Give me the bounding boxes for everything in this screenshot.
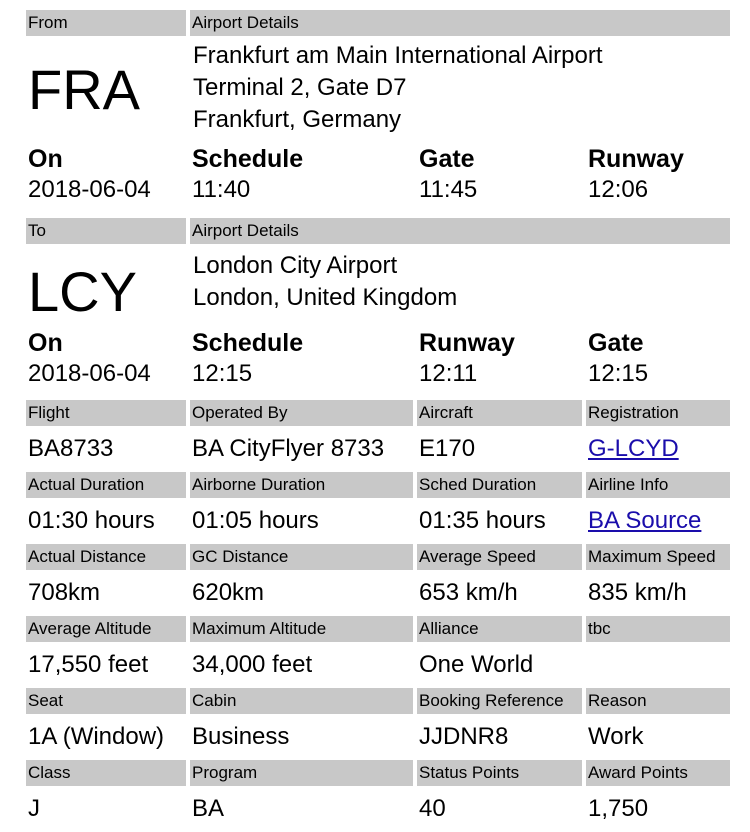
from-airport-details [190, 36, 603, 140]
alliance-label: Alliance [417, 616, 582, 642]
from-airport-details-label: Airport Details [190, 10, 730, 36]
from-on-label: On [28, 145, 63, 173]
reason-value: Work [588, 723, 644, 750]
seat-value: 1A (Window) [28, 723, 165, 750]
actual-distance-label: Actual Distance [26, 544, 186, 570]
aircraft-label: Aircraft [417, 400, 582, 426]
flight-value: BA8733 [28, 435, 114, 462]
gc-distance-value: 620km [192, 579, 265, 606]
to-runway-label: Runway [419, 329, 515, 357]
status-points-label: Status Points [417, 760, 582, 786]
from-airport [26, 36, 730, 140]
maximum-speed-label: Maximum Speed [586, 544, 730, 570]
average-altitude-label: Average Altitude [26, 616, 186, 642]
info-value-row [26, 786, 730, 832]
flight-details [26, 0, 730, 832]
from-on-value: 2018-06-04 [28, 176, 151, 203]
to-schedule-value: 12:15 [192, 360, 253, 387]
booking-reference-label: Booking Reference [417, 688, 582, 714]
to-gate-label: Gate [588, 329, 644, 357]
average-altitude-value: 17,550 feet [28, 651, 149, 678]
flight-label: Flight [26, 400, 186, 426]
to-label: To [26, 218, 186, 244]
registration-label: Registration [586, 400, 730, 426]
from-runway-label: Runway [588, 145, 684, 173]
cabin-value: Business [192, 723, 290, 750]
info-value-row [26, 498, 730, 544]
info-value-row [26, 714, 730, 760]
to-airport-details-label: Airport Details [190, 218, 730, 244]
info-header-row [26, 760, 730, 786]
program-label: Program [190, 760, 413, 786]
to-airport-code: LCY [28, 260, 137, 323]
airline-info-link[interactable]: BA Source [588, 507, 702, 534]
to-airport [26, 244, 730, 328]
to-schedule-label: Schedule [192, 329, 304, 357]
from-runway-value: 12:06 [588, 176, 649, 203]
to-schedule [26, 328, 730, 394]
from-schedule-label: Schedule [192, 145, 304, 173]
maximum-altitude-label: Maximum Altitude [190, 616, 413, 642]
info-value-row [26, 570, 730, 616]
aircraft-value: E170 [419, 435, 476, 462]
alliance-value: One World [419, 651, 534, 678]
airborne-duration-label: Airborne Duration [190, 472, 413, 498]
to-on-value: 2018-06-04 [28, 360, 151, 387]
info-header-row [26, 688, 730, 714]
actual-duration-label: Actual Duration [26, 472, 186, 498]
cabin-label: Cabin [190, 688, 413, 714]
from-terminal-gate: Terminal 2, Gate D7 [193, 74, 407, 101]
reason-label: Reason [586, 688, 730, 714]
award-points-value: 1,750 [588, 795, 649, 822]
info-value-row [26, 426, 730, 472]
average-speed-value: 653 km/h [419, 579, 518, 606]
seat-label: Seat [26, 688, 186, 714]
info-header-row [26, 616, 730, 642]
from-airport-name: Frankfurt am Main International Airport [193, 42, 603, 69]
program-value: BA [192, 795, 225, 822]
info-header-row [26, 472, 730, 498]
to-airport-details [190, 244, 457, 328]
from-label: From [26, 10, 186, 36]
class-label: Class [26, 760, 186, 786]
actual-distance-value: 708km [28, 579, 101, 606]
info-header-row [26, 400, 730, 426]
from-city: Frankfurt, Germany [193, 106, 402, 133]
to-runway-value: 12:11 [419, 360, 478, 387]
from-gate-label: Gate [419, 145, 475, 173]
maximum-altitude-value: 34,000 feet [192, 651, 313, 678]
class-value: J [28, 795, 40, 822]
status-points-value: 40 [419, 795, 446, 822]
registration-link[interactable]: G-LCYD [588, 435, 679, 462]
to-header [26, 218, 730, 244]
operated-by-value: BA CityFlyer 8733 [192, 435, 385, 462]
tbc-label: tbc [586, 616, 730, 642]
info-value-row [26, 642, 730, 688]
to-gate-value: 12:15 [588, 360, 649, 387]
airborne-duration-value: 01:05 hours [192, 507, 319, 534]
from-gate-value: 11:45 [419, 176, 478, 203]
maximum-speed-value: 835 km/h [588, 579, 687, 606]
actual-duration-value: 01:30 hours [28, 507, 155, 534]
from-schedule [26, 140, 730, 210]
info-header-row [26, 544, 730, 570]
to-airport-name: London City Airport [193, 252, 398, 279]
sched-duration-label: Sched Duration [417, 472, 582, 498]
from-airport-code: FRA [28, 58, 140, 121]
from-schedule-value: 11:40 [192, 176, 251, 203]
average-speed-label: Average Speed [417, 544, 582, 570]
from-header [26, 10, 730, 36]
award-points-label: Award Points [586, 760, 730, 786]
operated-by-label: Operated By [190, 400, 413, 426]
to-on-label: On [28, 329, 63, 357]
sched-duration-value: 01:35 hours [419, 507, 546, 534]
airline-info-label: Airline Info [586, 472, 730, 498]
to-city: London, United Kingdom [193, 284, 458, 311]
gc-distance-label: GC Distance [190, 544, 413, 570]
booking-reference-value: JJDNR8 [419, 723, 509, 750]
